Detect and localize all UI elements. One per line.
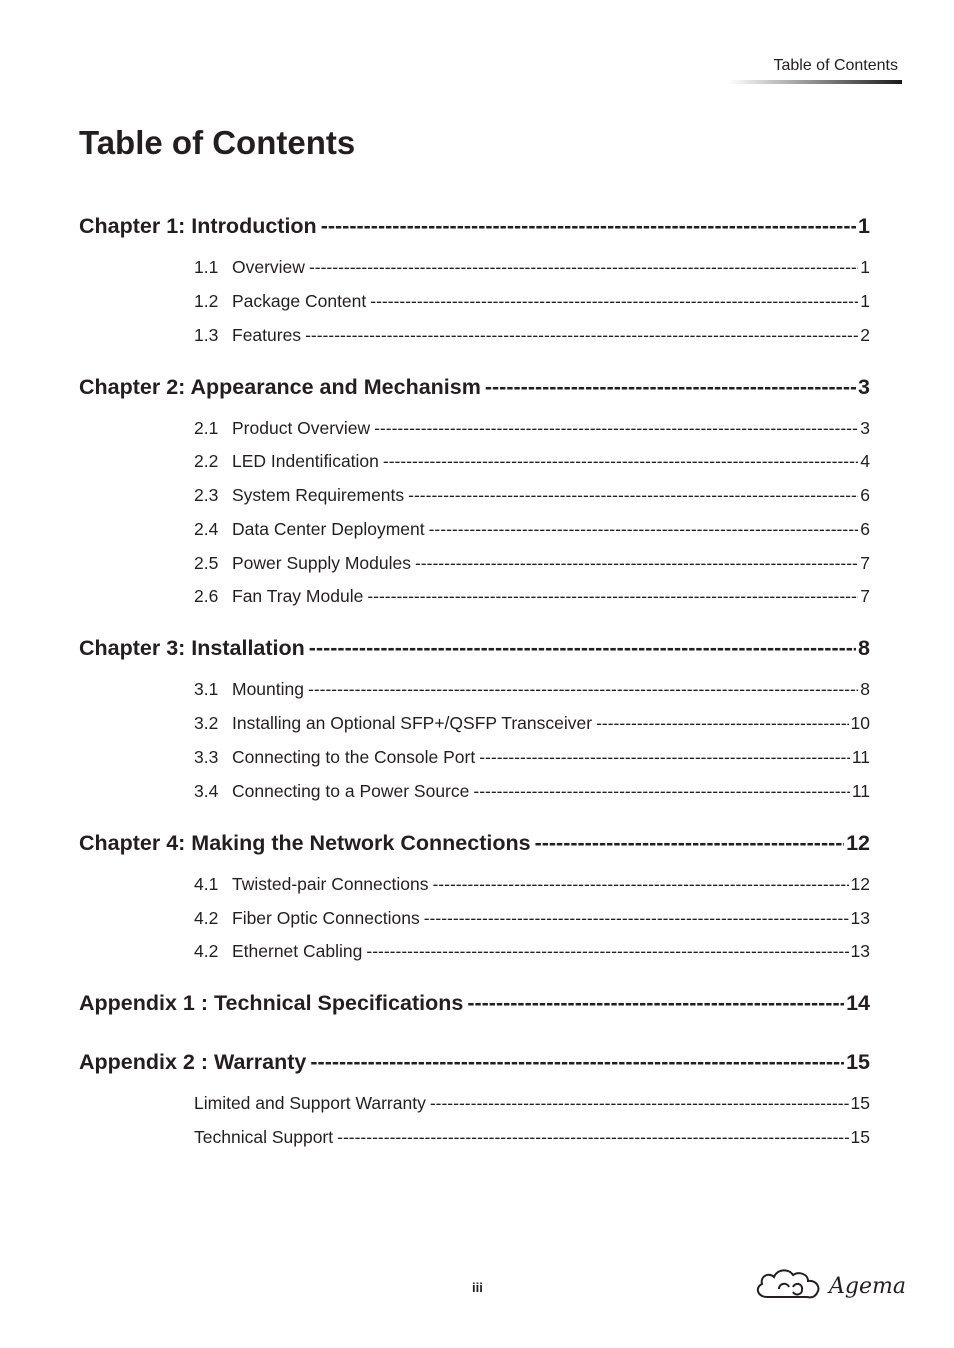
toc-entry-label: Mounting [232,679,304,699]
toc-entry-label: Connecting to the Console Port [232,747,476,767]
toc-section-2-3[interactable] [194,485,870,509]
dot-leader [310,1050,844,1075]
toc-entry-label: Ethernet Cabling [232,941,363,961]
page-title: Table of Contents [79,124,356,161]
toc-entry-label: Power Supply Modules [232,553,411,573]
toc-appendix-2-support[interactable] [194,1127,870,1151]
toc-entry-label: Package Content [232,291,367,311]
toc-section-number: 3.3 [194,747,219,767]
dot-leader [408,485,858,506]
dot-leader [374,418,858,439]
toc-page-number: 13 [850,908,870,928]
toc-section-number: 1.2 [194,291,219,311]
toc-page-number: 2 [860,325,870,345]
toc-page-number: 15 [846,1050,870,1074]
dot-leader [424,908,849,929]
toc-section-number: 2.5 [194,553,219,573]
toc-chapter-1[interactable] [79,214,870,242]
toc-entry-label: System Requirements [232,485,405,505]
toc-page-number: 12 [846,831,870,855]
dot-leader [415,553,858,574]
toc-section-number: 1.3 [194,325,219,345]
dot-leader [485,375,856,400]
toc-page-number: 13 [850,941,870,961]
toc-section-number: 2.3 [194,485,219,505]
toc-section-3-4[interactable] [194,781,870,805]
toc-entry-label: Features [232,325,302,345]
toc-page-number: 12 [850,874,870,894]
dot-leader [429,519,859,540]
toc-section-number: 4.2 [194,908,219,928]
toc-page-number: 1 [860,257,870,277]
toc-entry-label: Technical Support [194,1127,334,1147]
toc-section-number: 3.1 [194,679,219,699]
toc-page-number: 4 [860,451,870,471]
toc-entry-label: Chapter 3: Installation [79,636,305,660]
dot-leader [535,831,845,856]
toc-section-1-2[interactable] [194,291,870,315]
toc-section-1-3[interactable] [194,325,870,349]
toc-entry-label: Limited and Support Warranty [194,1093,426,1113]
dot-leader [430,1093,849,1114]
toc-entry-label: Fan Tray Module [232,586,364,606]
toc-section-3-1[interactable] [194,679,870,703]
toc-section-number: 2.6 [194,586,219,606]
toc-section-2-6[interactable] [194,586,870,610]
running-header: Table of Contents [773,57,898,74]
toc-page-number: 14 [846,991,870,1015]
dot-leader [309,257,858,278]
dot-leader [367,586,858,607]
toc-page-number: 1 [860,291,870,311]
toc-chapter-4[interactable] [79,831,870,859]
toc-section-2-1[interactable] [194,418,870,442]
toc-entry-label: Appendix 1 : Technical Specifications [79,991,464,1015]
header-rule [728,80,902,84]
toc-chapter-3[interactable] [79,636,870,664]
toc-page-number: 6 [860,485,870,505]
toc-section-2-5[interactable] [194,553,870,577]
toc-page-number: 8 [860,679,870,699]
toc-section-number: 2.2 [194,451,219,471]
dot-leader [467,991,844,1016]
toc-page-number: 15 [850,1093,870,1113]
toc-section-1-1[interactable] [194,257,870,281]
dot-leader [596,713,848,734]
toc-entry-label: Connecting to a Power Source [232,781,470,801]
toc-page-number: 3 [858,375,870,399]
dot-leader [370,291,858,312]
toc-section-number: 4.1 [194,874,219,894]
toc-page-number: 6 [860,519,870,539]
toc-section-3-2[interactable] [194,713,870,737]
toc-page-number: 11 [851,747,870,767]
toc-section-number: 2.4 [194,519,219,539]
toc-section-number: 1.1 [194,257,219,277]
toc-entry-label: Appendix 2 : Warranty [79,1050,307,1074]
page-number: iii [472,1280,483,1295]
dot-leader [383,451,858,472]
toc-page-number: 11 [851,781,870,801]
brand-name: Agema [829,1273,906,1299]
toc-section-3-3[interactable] [194,747,870,771]
toc-page-number: 10 [850,713,870,733]
toc-appendix-2-warranty[interactable] [194,1093,870,1117]
toc-section-4-2[interactable] [194,908,870,932]
dot-leader [432,874,848,895]
toc-entry-label: Chapter 2: Appearance and Mechanism [79,375,481,399]
toc-section-number: 4.2 [194,941,219,961]
toc-entry-label: Chapter 1: Introduction [79,214,317,238]
dot-leader [305,325,858,346]
toc-entry-label: Chapter 4: Making the Network Connections [79,831,531,855]
toc-entry-label: LED Indentification [232,451,379,471]
toc-page-number: 7 [860,553,870,573]
dot-leader [337,1127,848,1148]
toc-section-4-2-b[interactable] [194,941,870,965]
cloud-logo-icon [753,1265,825,1308]
toc-entry-label: Product Overview [232,418,371,438]
toc-chapter-2[interactable] [79,375,870,403]
toc-section-number: 3.4 [194,781,219,801]
dot-leader [479,747,850,768]
toc-page-number: 3 [860,418,870,438]
toc-entry-label: Overview [232,257,305,277]
toc-page-number: 8 [858,636,870,660]
toc-entry-label: Data Center Deployment [232,519,425,539]
toc-section-2-2[interactable] [194,451,870,475]
toc-page-number: 7 [860,586,870,606]
toc-appendix-1[interactable] [79,991,870,1019]
toc-entry-label: Twisted-pair Connections [232,874,429,894]
dot-leader [309,636,856,661]
dot-leader [366,941,848,962]
toc-appendix-2[interactable] [79,1050,870,1078]
dot-leader [321,214,856,239]
toc-section-number: 3.2 [194,713,219,733]
toc-page-number: 15 [850,1127,870,1147]
toc-section-4-1[interactable] [194,874,870,898]
toc-entry-label: Installing an Optional SFP+/QSFP Transceiver [232,713,593,733]
toc-page-number: 1 [858,214,870,238]
brand-logo [753,1266,905,1306]
toc-section-2-4[interactable] [194,519,870,543]
toc-section-number: 2.1 [194,418,219,438]
dot-leader [308,679,858,700]
dot-leader [473,781,849,802]
toc-entry-label: Fiber Optic Connections [232,908,420,928]
